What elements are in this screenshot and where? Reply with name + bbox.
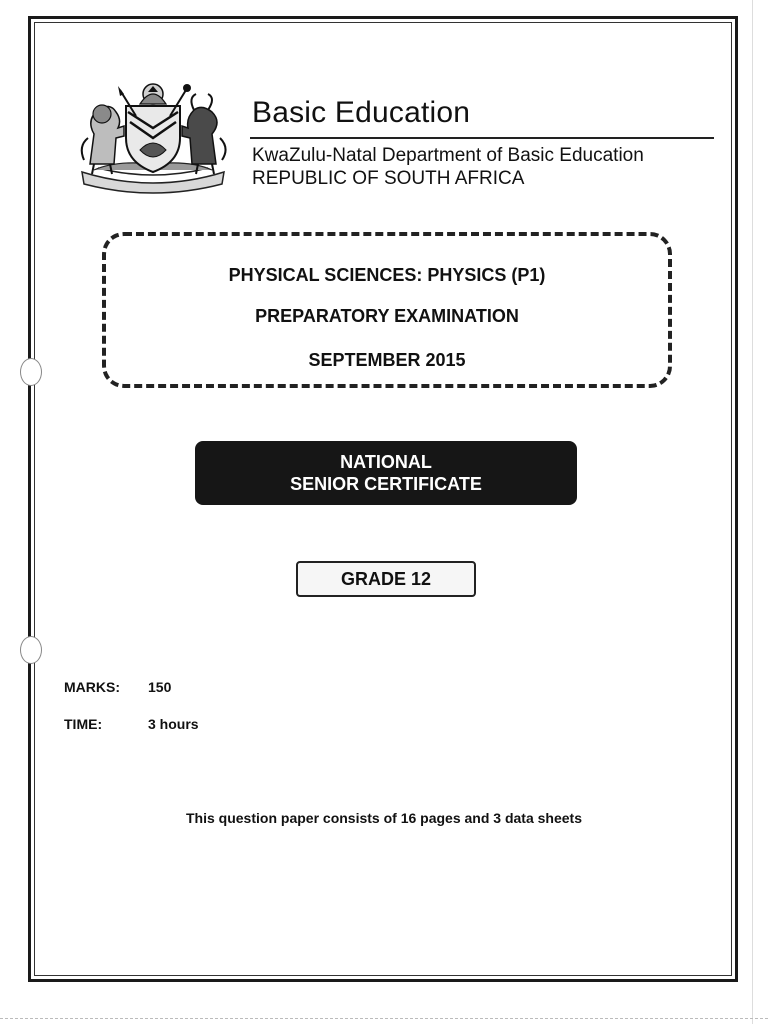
page-edge-bottom — [0, 1018, 768, 1019]
department-name: KwaZulu-Natal Department of Basic Education — [252, 145, 644, 166]
certificate-banner — [195, 441, 577, 505]
time-value: 3 hours — [148, 716, 199, 732]
page-edge-right — [752, 0, 753, 1024]
brand-title: Basic Education — [252, 96, 471, 129]
marks-value: 150 — [148, 679, 172, 695]
exam-subject: PHYSICAL SCIENCES: PHYSICS (P1) — [228, 265, 546, 285]
certificate-line-1: NATIONAL — [340, 452, 432, 472]
time-label: TIME: — [64, 716, 103, 732]
grade-label: GRADE 12 — [296, 561, 476, 597]
punch-hole-bottom — [20, 636, 42, 664]
certificate-line-2: SENIOR CERTIFICATE — [290, 474, 482, 494]
brand-divider — [250, 137, 714, 139]
punch-hole-top — [20, 358, 42, 386]
marks-label: MARKS: — [64, 679, 120, 695]
page-count-note: This question paper consists of 16 pages and 3 data sheets — [186, 810, 582, 826]
exam-date: SEPTEMBER 2015 — [308, 350, 466, 370]
coat-of-arms-icon — [76, 76, 230, 196]
exam-type: PREPARATORY EXAMINATION — [255, 306, 519, 326]
country-name: REPUBLIC OF SOUTH AFRICA — [252, 168, 525, 189]
